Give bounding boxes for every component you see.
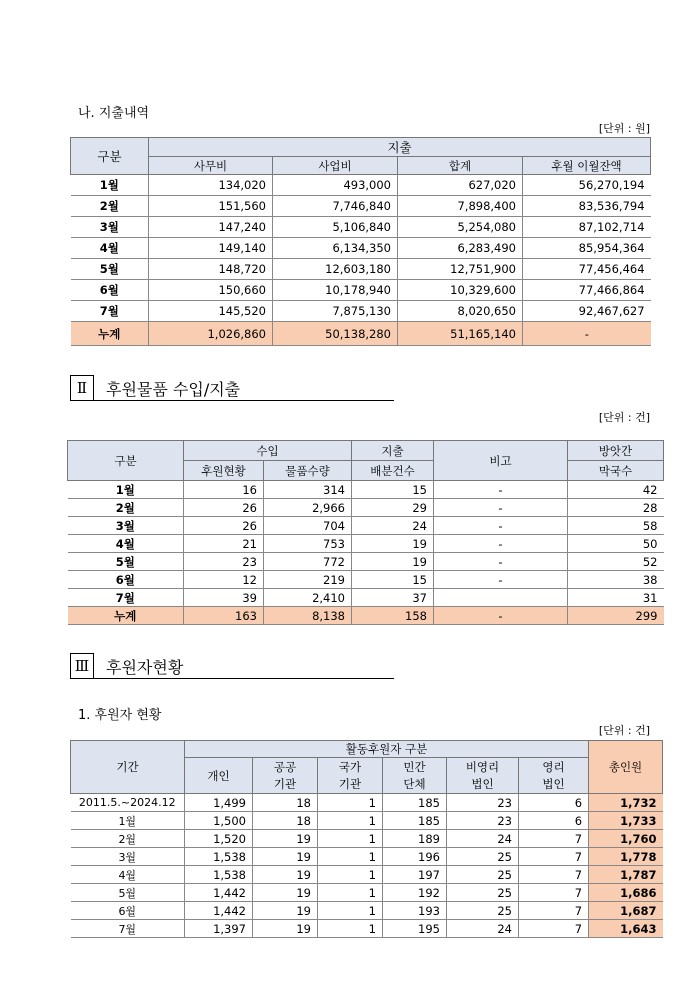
donor-header-col: 국가: [318, 758, 383, 776]
table-cell: 6: [519, 794, 589, 812]
table-cell: 185: [383, 812, 447, 830]
table-cell: 23: [447, 812, 519, 830]
row-label: 4월: [68, 535, 184, 553]
table-cell: 1: [318, 902, 383, 920]
table-cell: 704: [264, 517, 352, 535]
table-row: [71, 812, 663, 830]
table-cell: 1,397: [185, 920, 253, 938]
table-cell: 19: [253, 866, 318, 884]
expense-heading: 나. 지출내역: [78, 106, 150, 121]
table-cell: 38: [568, 571, 664, 589]
row-label: 3월: [71, 848, 185, 866]
row-label: 7월: [68, 589, 184, 607]
table-cell: 197: [383, 866, 447, 884]
table-row: [71, 848, 663, 866]
table-row: [68, 571, 664, 589]
table-row: [71, 902, 663, 920]
table-cell: 1,500: [185, 812, 253, 830]
goods-header-col: 물품수량: [264, 461, 352, 481]
expense-header-col: 사무비: [149, 157, 273, 175]
table-row: [71, 884, 663, 902]
total-cell: -: [523, 322, 651, 346]
table-cell: 1,686: [589, 884, 663, 902]
donor-header-col: 법인: [447, 776, 519, 794]
donor-header-col: 기관: [253, 776, 318, 794]
row-label: 6월: [71, 902, 185, 920]
table-cell: -: [434, 571, 568, 589]
table-row: [71, 920, 663, 938]
table-cell: 19: [352, 535, 434, 553]
section-2-title: 후원물품 수입/지출: [106, 380, 241, 399]
expense-total-row: [71, 322, 651, 346]
row-label: 1월: [71, 175, 149, 196]
section-3-title: 후원자현황: [106, 658, 184, 677]
row-label: 5월: [71, 884, 185, 902]
table-cell: 314: [264, 481, 352, 499]
table-cell: 7: [519, 902, 589, 920]
table-cell: 1,442: [185, 884, 253, 902]
row-label: 2월: [68, 499, 184, 517]
total-label: 누계: [71, 322, 149, 346]
table-cell: 24: [352, 517, 434, 535]
donor-header-total: 총인원: [589, 741, 663, 794]
table-cell: 1,760: [589, 830, 663, 848]
table-cell: 192: [383, 884, 447, 902]
table-cell: 26: [184, 499, 264, 517]
row-label: 1월: [68, 481, 184, 499]
table-row: [68, 589, 664, 607]
row-label: 6월: [71, 280, 149, 301]
table-row: [71, 794, 663, 812]
table-cell: 145,520: [149, 301, 273, 322]
donor-unit: [단위 : 건]: [598, 724, 650, 737]
table-row: [71, 196, 651, 217]
table-cell: 87,102,714: [523, 217, 651, 238]
row-label: 2011.5.~2024.12: [71, 794, 185, 812]
total-cell: 51,165,140: [398, 322, 523, 346]
row-label: 3월: [71, 217, 149, 238]
table-cell: 25: [447, 866, 519, 884]
table-cell: 1: [318, 794, 383, 812]
table-cell: 149,140: [149, 238, 273, 259]
table-cell: 15: [352, 481, 434, 499]
table-row: [68, 499, 664, 517]
table-cell: 42: [568, 481, 664, 499]
table-cell: 1,538: [185, 866, 253, 884]
donor-header-group: 활동후원자 구분: [185, 741, 589, 758]
donor-sub-heading: 1. 후원자 현황: [78, 708, 162, 723]
goods-total-row: [68, 607, 664, 625]
table-cell: 1,643: [589, 920, 663, 938]
table-cell: 10,329,600: [398, 280, 523, 301]
table-cell: 12,603,180: [273, 259, 398, 280]
table-cell: 23: [184, 553, 264, 571]
goods-header-expense: 지출: [352, 441, 434, 461]
expense-header-group: 지출: [149, 138, 651, 157]
table-cell: 1,778: [589, 848, 663, 866]
table-cell: 6: [519, 812, 589, 830]
table-cell: 5,106,840: [273, 217, 398, 238]
table-cell: 31: [568, 589, 664, 607]
table-cell: -: [434, 535, 568, 553]
table-cell: 19: [253, 884, 318, 902]
table-cell: 1,538: [185, 848, 253, 866]
table-row: [68, 517, 664, 535]
table-cell: 6,283,490: [398, 238, 523, 259]
row-label: 7월: [71, 920, 185, 938]
table-cell: 37: [352, 589, 434, 607]
table-cell: 7: [519, 866, 589, 884]
goods-header-col: 후원현황: [184, 461, 264, 481]
table-cell: 7: [519, 920, 589, 938]
table-cell: 25: [447, 848, 519, 866]
table-cell: 24: [447, 830, 519, 848]
goods-header-income: 수입: [184, 441, 352, 461]
table-cell: 6,134,350: [273, 238, 398, 259]
table-cell: 50: [568, 535, 664, 553]
table-cell: 1,732: [589, 794, 663, 812]
table-row: [71, 280, 651, 301]
table-cell: 58: [568, 517, 664, 535]
total-cell: 1,026,860: [149, 322, 273, 346]
section-2-numeral: Ⅱ: [70, 375, 94, 401]
table-cell: 1: [318, 884, 383, 902]
total-cell: 50,138,280: [273, 322, 398, 346]
row-label: 7월: [71, 301, 149, 322]
table-cell: 19: [352, 553, 434, 571]
total-cell: -: [434, 607, 568, 625]
donor-header-col: 영리: [519, 758, 589, 776]
table-cell: -: [434, 481, 568, 499]
table-cell: 627,020: [398, 175, 523, 196]
donor-header-col: 개인: [185, 758, 253, 794]
table-cell: -: [434, 517, 568, 535]
section-3-numeral: Ⅲ: [70, 653, 94, 679]
table-cell: 150,660: [149, 280, 273, 301]
table-cell: 134,020: [149, 175, 273, 196]
table-cell: 18: [253, 812, 318, 830]
table-cell: 77,456,464: [523, 259, 651, 280]
donor-header-col: 비영리: [447, 758, 519, 776]
table-cell: 193: [383, 902, 447, 920]
table-cell: 83,536,794: [523, 196, 651, 217]
row-label: 2월: [71, 830, 185, 848]
expense-header-category: 구분: [71, 138, 149, 175]
section-3-underline: [94, 678, 394, 679]
table-cell: 85,954,364: [523, 238, 651, 259]
row-label: 5월: [68, 553, 184, 571]
table-cell: 29: [352, 499, 434, 517]
table-cell: 189: [383, 830, 447, 848]
table-cell: 1: [318, 848, 383, 866]
table-cell: 12,751,900: [398, 259, 523, 280]
table-cell: 1,442: [185, 902, 253, 920]
table-row: [71, 238, 651, 259]
table-cell: 7: [519, 830, 589, 848]
table-row: [71, 830, 663, 848]
table-cell: 1: [318, 920, 383, 938]
row-label: 6월: [68, 571, 184, 589]
table-cell: 19: [253, 830, 318, 848]
table-cell: 1,733: [589, 812, 663, 830]
table-cell: 147,240: [149, 217, 273, 238]
table-cell: 1,787: [589, 866, 663, 884]
expense-header-col: 사업비: [273, 157, 398, 175]
table-cell: -: [434, 553, 568, 571]
goods-header-col: 배분건수: [352, 461, 434, 481]
donor-header-col: 단체: [383, 776, 447, 794]
table-cell: -: [434, 499, 568, 517]
goods-header-visit: 막국수: [568, 461, 664, 481]
table-cell: 77,466,864: [523, 280, 651, 301]
donor-table: [70, 740, 663, 938]
row-label: 4월: [71, 866, 185, 884]
goods-unit: [단위 : 건]: [598, 411, 650, 424]
donor-header-period: 기간: [71, 741, 185, 794]
table-cell: 753: [264, 535, 352, 553]
total-cell: 8,138: [264, 607, 352, 625]
table-row: [71, 866, 663, 884]
row-label: 1월: [71, 812, 185, 830]
table-cell: 16: [184, 481, 264, 499]
table-cell: 21: [184, 535, 264, 553]
row-label: 5월: [71, 259, 149, 280]
table-cell: 19: [253, 920, 318, 938]
table-cell: 185: [383, 794, 447, 812]
table-cell: 5,254,080: [398, 217, 523, 238]
table-cell: 7,875,130: [273, 301, 398, 322]
table-cell: 7,898,400: [398, 196, 523, 217]
table-cell: 195: [383, 920, 447, 938]
table-cell: 1: [318, 866, 383, 884]
table-cell: 196: [383, 848, 447, 866]
expense-header-col: 후월 이월잔액: [523, 157, 651, 175]
donor-header-col: 공공: [253, 758, 318, 776]
table-row: [71, 259, 651, 280]
table-cell: 1,687: [589, 902, 663, 920]
goods-header-note: 비고: [434, 441, 568, 481]
goods-header-category: 구분: [68, 441, 184, 481]
table-cell: 19: [253, 848, 318, 866]
table-row: [71, 301, 651, 322]
table-row: [68, 553, 664, 571]
table-cell: 10,178,940: [273, 280, 398, 301]
table-cell: 7: [519, 884, 589, 902]
table-cell: 219: [264, 571, 352, 589]
table-cell: 1: [318, 812, 383, 830]
table-row: [71, 175, 651, 196]
donor-header-col: 법인: [519, 776, 589, 794]
total-cell: 158: [352, 607, 434, 625]
row-label: 3월: [68, 517, 184, 535]
table-cell: 8,020,650: [398, 301, 523, 322]
table-cell: 2,966: [264, 499, 352, 517]
goods-header-visit: 방앗간: [568, 441, 664, 461]
table-cell: 92,467,627: [523, 301, 651, 322]
section-2-underline: [94, 400, 394, 401]
table-row: [68, 481, 664, 499]
table-cell: 7,746,840: [273, 196, 398, 217]
total-cell: 163: [184, 607, 264, 625]
donor-header-col: 기관: [318, 776, 383, 794]
table-cell: 25: [447, 884, 519, 902]
row-label: 2월: [71, 196, 149, 217]
goods-table: [67, 440, 664, 625]
table-cell: 12: [184, 571, 264, 589]
table-cell: 1,520: [185, 830, 253, 848]
table-cell: 25: [447, 902, 519, 920]
table-cell: 2,410: [264, 589, 352, 607]
table-cell: 1: [318, 830, 383, 848]
table-row: [71, 217, 651, 238]
table-cell: 56,270,194: [523, 175, 651, 196]
table-cell: [434, 589, 568, 607]
table-cell: 52: [568, 553, 664, 571]
table-cell: 28: [568, 499, 664, 517]
table-cell: 772: [264, 553, 352, 571]
donor-header-col: 민간: [383, 758, 447, 776]
table-cell: 23: [447, 794, 519, 812]
table-cell: 19: [253, 902, 318, 920]
table-cell: 148,720: [149, 259, 273, 280]
total-label: 누계: [68, 607, 184, 625]
table-cell: 493,000: [273, 175, 398, 196]
table-cell: 26: [184, 517, 264, 535]
total-cell: 299: [568, 607, 664, 625]
expense-header-col: 합계: [398, 157, 523, 175]
row-label: 4월: [71, 238, 149, 259]
table-cell: 24: [447, 920, 519, 938]
table-cell: 18: [253, 794, 318, 812]
table-row: [68, 535, 664, 553]
expense-unit: [단위 : 원]: [598, 122, 650, 135]
table-cell: 39: [184, 589, 264, 607]
table-cell: 1,499: [185, 794, 253, 812]
expense-table: [70, 137, 651, 346]
table-cell: 15: [352, 571, 434, 589]
table-cell: 7: [519, 848, 589, 866]
table-cell: 151,560: [149, 196, 273, 217]
